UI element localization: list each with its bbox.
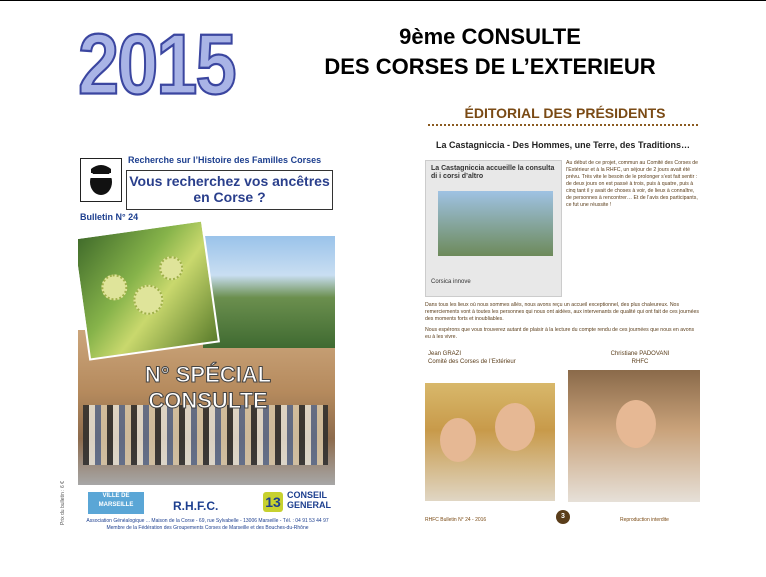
page-footer-right: Reproduction interdite (620, 517, 669, 523)
year-title: 2015 (78, 16, 235, 112)
president-photo-left (425, 383, 555, 501)
editorial-page (420, 100, 705, 540)
special-issue-label: N° SPÉCIAL CONSULTE (144, 362, 272, 413)
top-border (0, 0, 766, 1)
conseil-general-logo (263, 490, 333, 516)
rhfc-name: R.H.F.C. (173, 499, 219, 513)
cover-headline: Vous recherchez vos ancêtres en Corse ? (129, 173, 330, 205)
page-title-line1: 9ème CONSULTE (399, 24, 581, 49)
newspaper-clipping (425, 160, 562, 297)
cg-text: CONSEIL GENERAL (287, 490, 332, 510)
marseille-logo: VILLE DE MARSEILLE (88, 492, 144, 514)
signature-right (580, 350, 700, 366)
cover-kicker: Recherche sur l’Histoire des Familles Corses (128, 155, 322, 165)
signature-left-role: Comité des Corses de l’Extérieur (428, 359, 516, 365)
cover-headline-box (126, 170, 333, 210)
group-photo (83, 405, 328, 465)
signature-right-role: RHFC (631, 359, 649, 365)
signature-right-name: Christiane PADOVANI (610, 351, 670, 357)
page-number: 3 (556, 510, 570, 524)
editorial-column (566, 160, 701, 213)
title-divider (428, 124, 698, 126)
clipping-photo (438, 191, 553, 256)
chestnut-photo (78, 219, 220, 360)
editorial-title: ÉDITORIAL DES PRÉSIDENTS (464, 105, 666, 121)
editorial-paragraph-1: Au début de ce projet, commun au Comité des Corses de l’Extérieur et à la RHFC, un séjour de 2 jours avait été prévu. Très vite le besoin de le prolonger s’est fait sentir : de deux jours on est passé à trois, puis à quatre, puis à cinq tant il y avait de choses à voir, de lieux à connaître, de personnes à rencontrer… Et de l’avis des participants, ce fut une réussite ! (566, 160, 699, 208)
cover-address: Association Généalogique ... Maison de la Corse - 69, rue Sylvabelle - 13006 Marseille - Tél. : 04 91 53 44 97 Membre de la Fédération des Groupements Corses de Marseille et des Bouches-du-Rhône (86, 518, 329, 531)
bulletin-number: Bulletin N° 24 (80, 212, 139, 222)
bulletin-cover (78, 150, 335, 540)
mountain-photo (203, 236, 335, 348)
signature-left (428, 350, 548, 366)
editorial-paragraph-3: Nous espérons que vous trouverez autant de plaisir à la lecture du compte rendu de ces journées que nous en avons eu à les vivre. (425, 327, 695, 340)
price-note: Prix du bulletin : 6 € (60, 481, 66, 525)
editorial-body (425, 302, 701, 345)
cg-badge: 13 (263, 492, 283, 512)
page-title-line2: DES CORSES DE L’EXTERIEUR (324, 54, 656, 79)
corsican-head-logo (80, 158, 122, 202)
clipping-headline: La Castagniccia accueille la consulta di i corsi d’altro (431, 165, 555, 180)
signature-left-name: Jean GRAZI (428, 351, 462, 357)
editorial-paragraph-2: Dans tous les lieux où nous sommes allés, nous avons reçu un accueil exceptionnel, des plus chaleureux. Nos remerciements vont à toutes les personnes qui nous ont aidées, aux intervenants de qualité qui ont fait de ces journées des moments forts et inoubliables. (425, 302, 699, 322)
clipping-footer: Corsica innove (431, 279, 471, 285)
editorial-subtitle: La Castagniccia - Des Hommes, une Terre, des Traditions… (436, 140, 690, 150)
page-footer-left: RHFC Bulletin N° 24 - 2016 (425, 517, 487, 523)
president-photo-right (568, 370, 700, 502)
